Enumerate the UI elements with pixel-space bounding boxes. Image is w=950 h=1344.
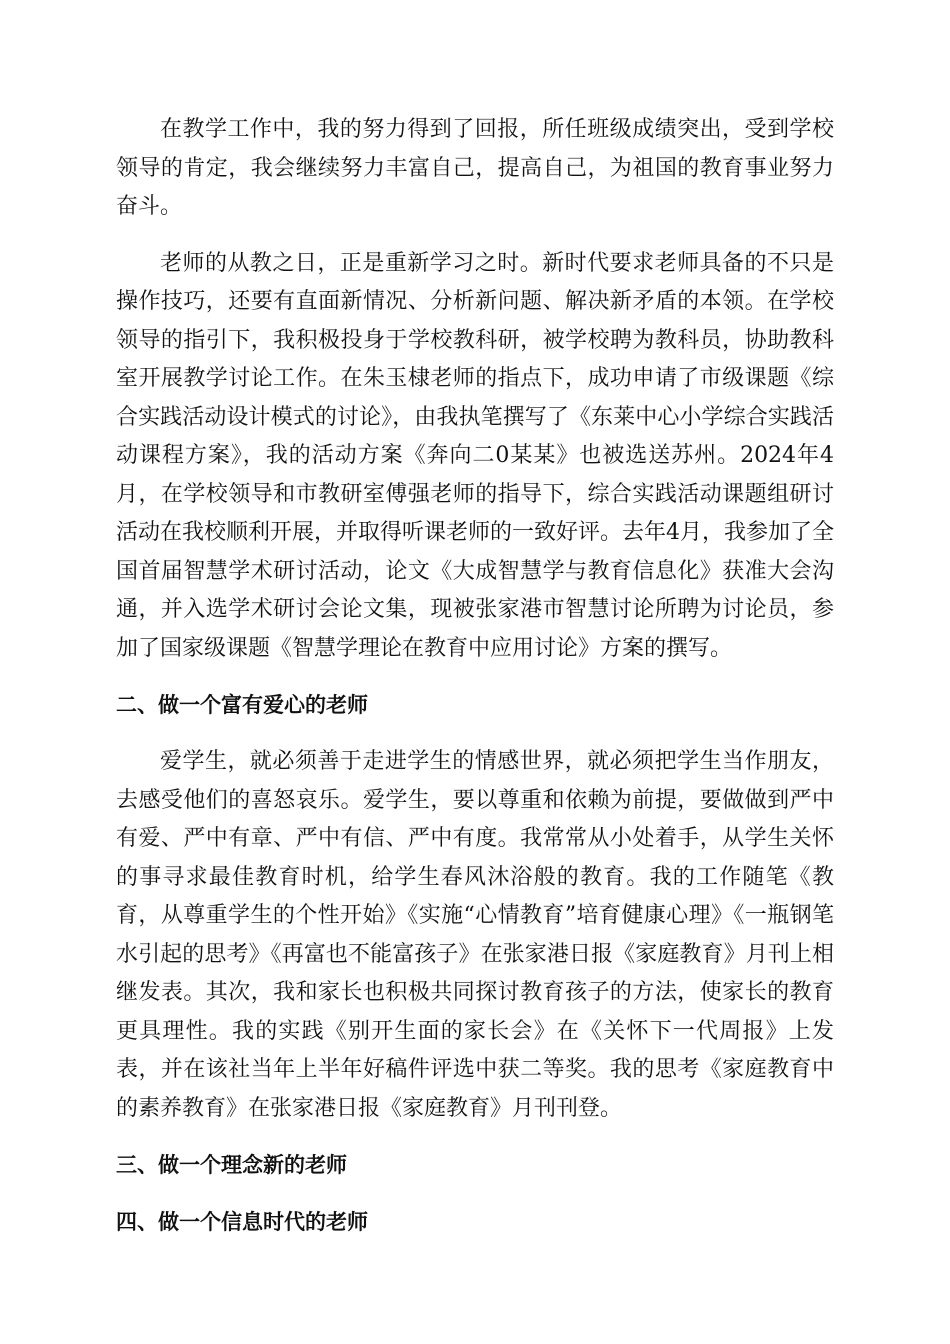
section-heading-information-age-teacher: 四、做一个信息时代的老师 [116,1210,368,1234]
paragraph-love-students: 爱学生，就必须善于走进学生的情感世界，就必须把学生当作朋友，去感受他们的喜怒哀乐。爱学生，要以尊重和依赖为前提，要做做到严中有爱、严中有章、严中有信、严中有度。我常常从小处着手，从学生关怀的事寻求最佳教育时机，给学生春风沐浴般的教育。我的工作随笔《教育，从尊重学生的个性开始》《实施“心情教育”培育健康心理》《一瓶钢笔水引起的思考》《再富也不能富孩子》在张家港日报《家庭教育》月刊上相继发表。其次，我和家长也积极共同探讨教育孩子的方法，使家长的教育更具理性。我的实践《别开生面的家长会》在《关怀下一代周报》上发表，并在该社当年上半年好稿件评选中获二等奖。我的思考《家庭教育中的素养教育》在张家港日报《家庭教育》月刊刊登。 [116,749,834,1121]
paragraph-research-work: 老师的从教之日，正是重新学习之时。新时代要求老师具备的不只是操作技巧，还要有直面新情况、分析新问题、解决新矛盾的本领。在学校领导的指引下，我积极投身于学校教科研，被学校聘为教科员，协助教科室开展教学讨论工作。在朱玉棣老师的指点下，成功申请了市级课题《综合实践活动设计模式的讨论》，由我执笔撰写了《东莱中心小学综合实践活动课程方案》，我的活动方案《奔向二0某某》也被选送苏州。2024年4月，在学校领导和市教研室傅强老师的指导下，综合实践活动课题组研讨活动在我校顺利开展，并取得听课老师的一致好评。去年4月，我参加了全国首届智慧学术研讨活动，论文《大成智慧学与教育信息化》获准大会沟通，并入选学术研讨会论文集，现被张家港市智慧讨论所聘为讨论员，参加了国家级课题《智慧学理论在教育中应用讨论》方案的撰写。 [116,250,834,661]
paragraph-teaching-results: 在教学工作中，我的努力得到了回报，所任班级成绩突出，受到学校领导的肯定，我会继续努力丰富自己，提高自己，为祖国的教育事业努力奋斗。 [116,117,834,219]
section-heading-new-ideas-teacher: 三、做一个理念新的老师 [116,1153,347,1177]
section-heading-caring-teacher: 二、做一个富有爱心的老师 [116,693,368,717]
document-body [116,111,834,1260]
